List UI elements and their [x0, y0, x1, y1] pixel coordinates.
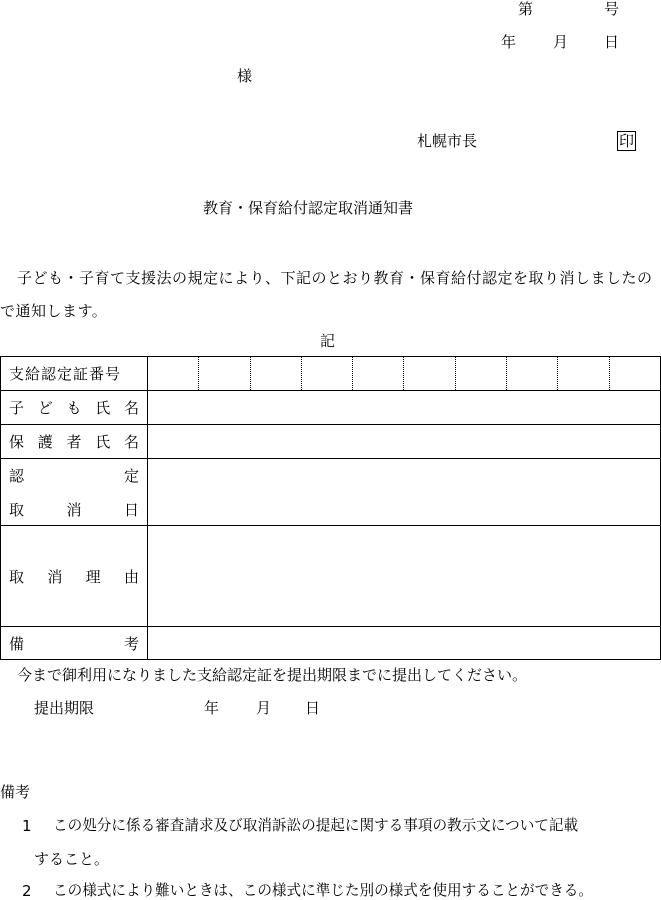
- digit-cell: [557, 357, 608, 390]
- digit-cell: [403, 357, 454, 390]
- digit-cell: [455, 357, 506, 390]
- number-suffix: 号: [604, 0, 620, 18]
- row-cancel-date: [1, 459, 661, 526]
- guardian-name-value: [148, 425, 661, 459]
- body-paragraph: 子ども・子育て支援法の規定により、下記のとおり教育・保育給付認定を取り消しましたので通知します。: [0, 269, 653, 320]
- label-cancel-date: 認 定 取 消 日: [1, 459, 148, 526]
- row-remarks: [1, 627, 661, 660]
- row-cert-number: [1, 357, 661, 391]
- submission-instruction: 今まで御利用になりました支給認定証を提出期限までに提出してください。: [17, 666, 528, 684]
- cancellation-form-table: [0, 356, 661, 660]
- date-day: 日: [604, 33, 620, 51]
- child-name-value: [148, 391, 661, 425]
- deadline-year: 年: [204, 699, 220, 717]
- digit-cell: [250, 357, 301, 390]
- label-child-name: 子 ど も 氏 名: [1, 391, 148, 425]
- label-remarks: 備 考: [1, 627, 148, 660]
- note-2-number: 2: [22, 882, 32, 900]
- date-year: 年: [501, 33, 517, 51]
- cert-number-cells: [148, 357, 661, 391]
- label-guardian-name: 保 護 者 氏 名: [1, 425, 148, 459]
- label-cert-number: 支給認定証番号: [1, 357, 148, 391]
- ki-heading: 記: [320, 332, 336, 350]
- label-reason: 取 消 理 由: [1, 526, 148, 627]
- digit-cell: [506, 357, 557, 390]
- recipient-honorific: 様: [237, 67, 253, 85]
- date-month: 月: [553, 33, 569, 51]
- note-1-text: この処分に係る審査請求及び取消訴訟の提起に関する事項の教示文について記載: [53, 817, 579, 834]
- document-title: 教育・保育給付認定取消通知書: [203, 199, 414, 217]
- row-reason: [1, 526, 661, 627]
- seal-mark: 印: [619, 132, 635, 150]
- number-prefix: 第: [518, 0, 534, 18]
- issuer-title: 札幌市長: [417, 132, 478, 150]
- note-2-text: この様式により難いときは、この様式に準じた別の様式を使用することができる。: [53, 882, 593, 899]
- deadline-day: 日: [305, 699, 321, 717]
- note-1-text-cont: すること。: [34, 850, 110, 868]
- remarks-value: [148, 627, 661, 660]
- deadline-label: 提出期限: [34, 699, 95, 717]
- notes-heading: 備考: [0, 783, 31, 801]
- deadline-month: 月: [256, 699, 272, 717]
- digit-cell: [148, 357, 198, 390]
- note-1-number: 1: [22, 817, 32, 835]
- digit-cell: [198, 357, 249, 390]
- digit-cell: [352, 357, 403, 390]
- digit-cell: [609, 357, 660, 390]
- row-child-name: [1, 391, 661, 425]
- digit-cell: [301, 357, 352, 390]
- reason-value: [148, 526, 661, 627]
- row-guardian-name: [1, 425, 661, 459]
- cancel-date-value: [148, 459, 661, 526]
